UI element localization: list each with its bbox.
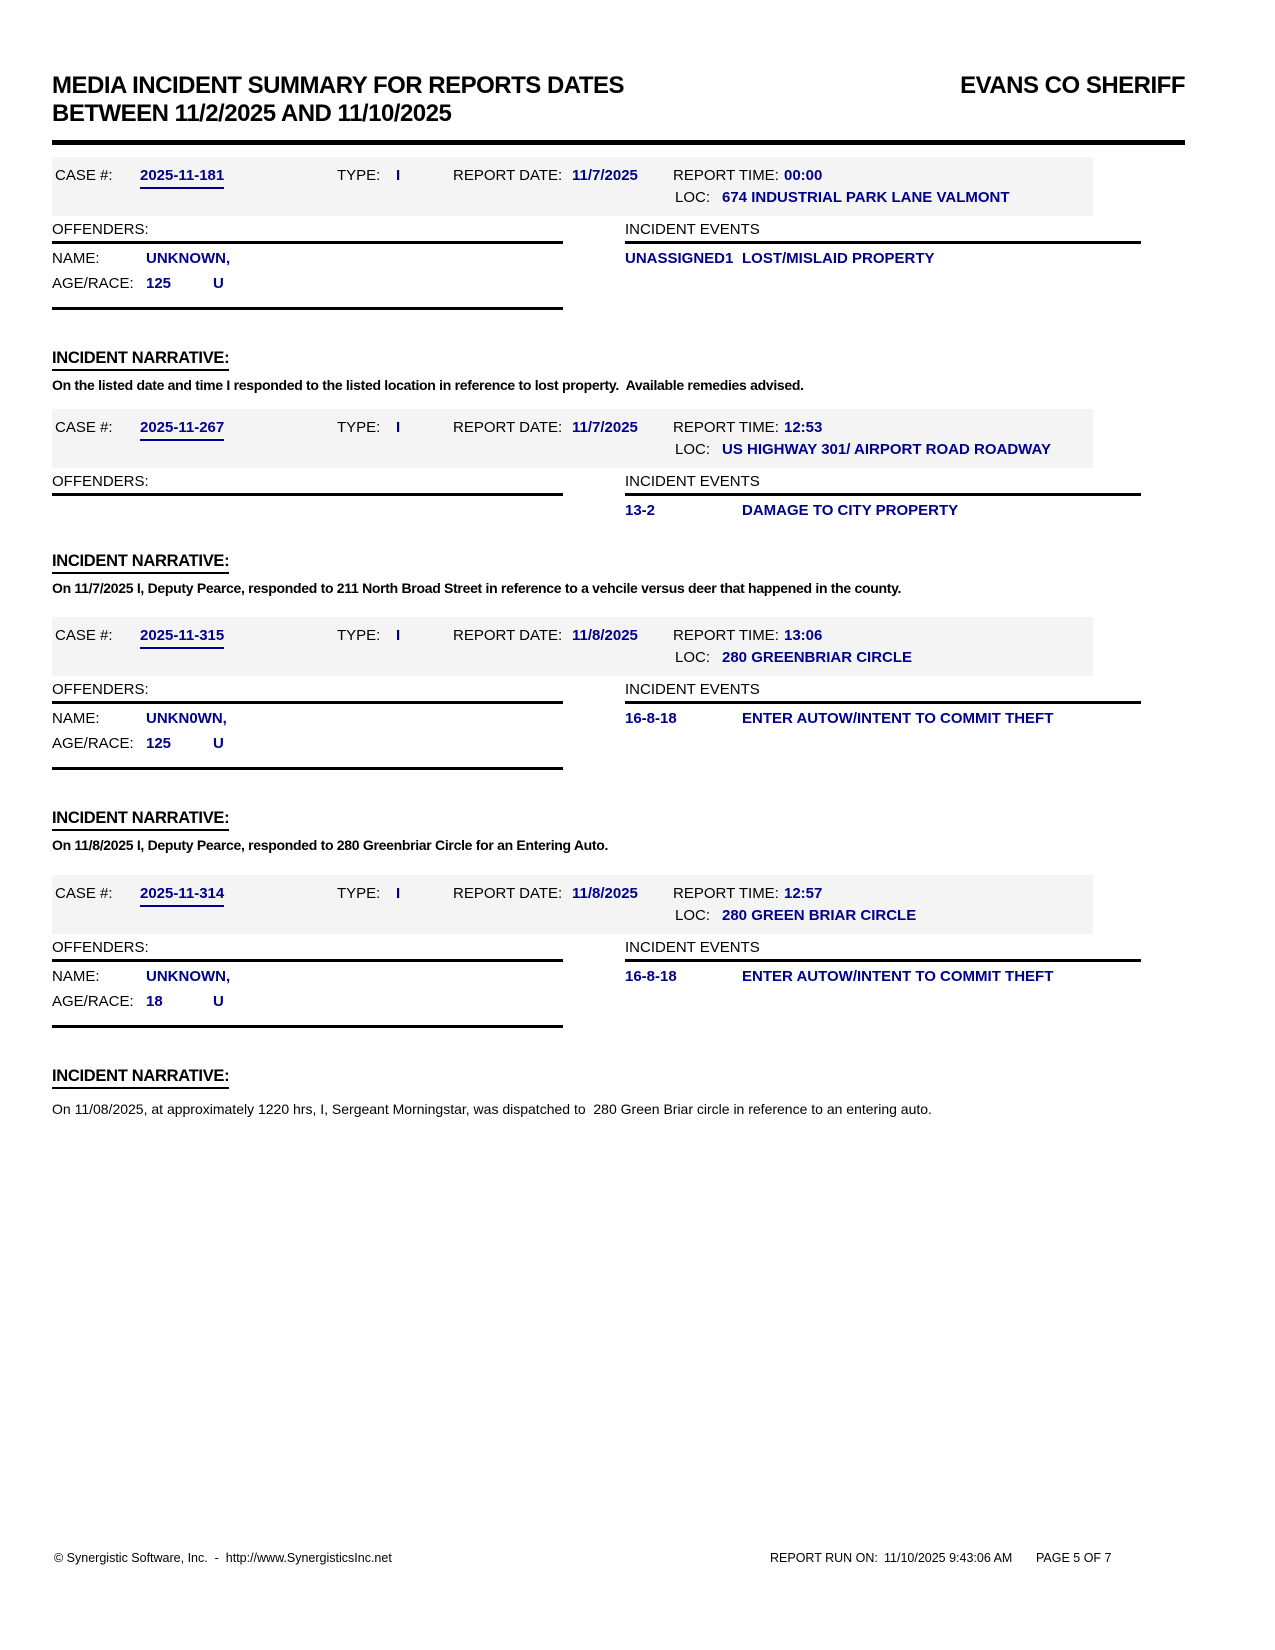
incident-block bbox=[52, 875, 1185, 1118]
incident-block bbox=[52, 409, 1185, 597]
report-title bbox=[52, 72, 624, 128]
case-label: CASE #: bbox=[55, 627, 113, 644]
offenders-events-columns bbox=[52, 221, 1185, 310]
incident-events-heading: INCIDENT EVENTS bbox=[625, 681, 1141, 704]
type-label: TYPE: bbox=[337, 167, 381, 184]
offenders-heading: OFFENDERS: bbox=[52, 221, 563, 244]
offender-age-value: 125 bbox=[146, 275, 172, 292]
page-number: PAGE 5 OF 7 bbox=[1036, 1551, 1112, 1565]
report-header bbox=[52, 72, 1185, 128]
offender-race-value: U bbox=[213, 735, 224, 752]
report-run-timestamp: 11/10/2025 9:43:06 AM bbox=[884, 1551, 1013, 1565]
location-value: 280 GREEN BRIAR CIRCLE bbox=[722, 907, 917, 924]
event-code: 13-2 bbox=[625, 502, 656, 519]
location-label: LOC: bbox=[675, 441, 711, 458]
case-header-row bbox=[52, 417, 1093, 439]
event-row bbox=[625, 968, 1185, 986]
report-time-value: 12:53 bbox=[784, 419, 823, 436]
offender-age-value: 125 bbox=[146, 735, 172, 752]
report-title-line2: BETWEEN 11/2/2025 AND 11/10/2025 bbox=[52, 100, 452, 127]
case-header-band bbox=[52, 409, 1093, 468]
narrative-text: On 11/08/2025, at approximately 1220 hrs, I, Sergeant Morningstar, was dispatched to 280 Green Briar circle in reference to an entering auto. bbox=[52, 1101, 932, 1117]
event-description: ENTER AUTOW/INTENT TO COMMIT THEFT bbox=[742, 710, 1054, 727]
report-time-value: 00:00 bbox=[784, 167, 823, 184]
offenders-events-columns bbox=[52, 473, 1185, 520]
report-title-line1: MEDIA INCIDENT SUMMARY FOR REPORTS DATES bbox=[52, 72, 625, 99]
offender-age-value: 18 bbox=[146, 993, 163, 1010]
case-header-band bbox=[52, 157, 1093, 216]
offender-name-value: UNKNOWN, bbox=[146, 250, 231, 267]
location-row bbox=[52, 647, 1093, 669]
location-label: LOC: bbox=[675, 907, 711, 924]
type-label: TYPE: bbox=[337, 885, 381, 902]
offenders-events-columns bbox=[52, 681, 1185, 770]
case-number-link[interactable]: 2025-11-181 bbox=[140, 165, 224, 189]
report-time-label: REPORT TIME: bbox=[673, 419, 779, 436]
report-time-value: 12:57 bbox=[784, 885, 823, 902]
type-value: I bbox=[396, 627, 401, 644]
event-row bbox=[625, 710, 1185, 728]
offenders-heading: OFFENDERS: bbox=[52, 681, 563, 704]
offender-age-race-row bbox=[52, 275, 563, 293]
event-code: UNASSIGNED1 bbox=[625, 250, 734, 267]
type-value: I bbox=[396, 885, 401, 902]
offender-name-row bbox=[52, 250, 563, 268]
report-date-value: 11/7/2025 bbox=[572, 419, 638, 436]
header-rule bbox=[52, 140, 1185, 145]
incident-events-heading: INCIDENT EVENTS bbox=[625, 473, 1141, 496]
type-label: TYPE: bbox=[337, 627, 381, 644]
name-label: NAME: bbox=[52, 250, 100, 267]
offenders-column bbox=[52, 473, 563, 520]
event-row bbox=[625, 250, 1185, 268]
case-header-row bbox=[52, 625, 1093, 647]
report-date-label: REPORT DATE: bbox=[453, 167, 563, 184]
offender-age-race-row bbox=[52, 735, 563, 753]
report-time-label: REPORT TIME: bbox=[673, 627, 779, 644]
age-race-label: AGE/RACE: bbox=[52, 993, 134, 1010]
narrative-section bbox=[52, 809, 1185, 854]
report-date-value: 11/8/2025 bbox=[572, 627, 638, 644]
event-row bbox=[625, 502, 1185, 520]
incident-block bbox=[52, 617, 1185, 854]
case-header-band bbox=[52, 875, 1093, 934]
narrative-section bbox=[52, 1067, 1185, 1118]
offender-name-value: UNKN0WN, bbox=[146, 710, 227, 727]
offenders-events-columns bbox=[52, 939, 1185, 1028]
event-description: LOST/MISLAID PROPERTY bbox=[742, 250, 935, 267]
location-label: LOC: bbox=[675, 189, 711, 206]
incident-events-heading: INCIDENT EVENTS bbox=[625, 939, 1141, 962]
name-label: NAME: bbox=[52, 710, 100, 727]
report-date-label: REPORT DATE: bbox=[453, 627, 563, 644]
footer-copyright: © Synergistic Software, Inc. - http://www.SynergisticsInc.net bbox=[54, 1551, 392, 1565]
narrative-text: On 11/8/2025 I, Deputy Pearce, responded to 280 Greenbriar Circle for an Entering Auto. bbox=[52, 837, 609, 853]
incident-events-column bbox=[625, 939, 1185, 1028]
event-description: DAMAGE TO CITY PROPERTY bbox=[742, 502, 959, 519]
case-label: CASE #: bbox=[55, 167, 113, 184]
location-value: 280 GREENBRIAR CIRCLE bbox=[722, 649, 913, 666]
location-row bbox=[52, 439, 1093, 461]
report-page bbox=[52, 72, 1185, 1118]
report-run-label: REPORT RUN ON: bbox=[770, 1551, 878, 1565]
offenders-column bbox=[52, 939, 563, 1028]
event-description: ENTER AUTOW/INTENT TO COMMIT THEFT bbox=[742, 968, 1054, 985]
case-number-link[interactable]: 2025-11-267 bbox=[140, 417, 224, 441]
page-footer bbox=[52, 1551, 1185, 1569]
narrative-heading: INCIDENT NARRATIVE: bbox=[52, 349, 229, 371]
age-race-label: AGE/RACE: bbox=[52, 735, 134, 752]
incident-events-column bbox=[625, 221, 1185, 310]
narrative-heading: INCIDENT NARRATIVE: bbox=[52, 809, 229, 831]
report-date-label: REPORT DATE: bbox=[453, 885, 563, 902]
location-row bbox=[52, 187, 1093, 209]
narrative-text: On 11/7/2025 I, Deputy Pearce, responded to 211 North Broad Street in reference to a vehcile versus deer that happened in the county. bbox=[52, 580, 902, 596]
incident-events-column bbox=[625, 473, 1185, 520]
report-date-value: 11/7/2025 bbox=[572, 167, 638, 184]
offenders-column bbox=[52, 221, 563, 310]
report-time-value: 13:06 bbox=[784, 627, 823, 644]
narrative-section bbox=[52, 552, 1185, 597]
type-label: TYPE: bbox=[337, 419, 381, 436]
offenders-heading: OFFENDERS: bbox=[52, 939, 563, 962]
narrative-heading: INCIDENT NARRATIVE: bbox=[52, 552, 229, 574]
incident-events-column bbox=[625, 681, 1185, 770]
offenders-bottom-rule bbox=[52, 1025, 563, 1028]
offenders-heading: OFFENDERS: bbox=[52, 473, 563, 496]
offender-age-race-row bbox=[52, 993, 563, 1011]
age-race-label: AGE/RACE: bbox=[52, 275, 134, 292]
case-label: CASE #: bbox=[55, 419, 113, 436]
offenders-column bbox=[52, 681, 563, 770]
event-code: 16-8-18 bbox=[625, 710, 677, 727]
case-header-row bbox=[52, 165, 1093, 187]
offenders-bottom-rule bbox=[52, 767, 563, 770]
narrative-section bbox=[52, 349, 1185, 394]
case-number-link[interactable]: 2025-11-314 bbox=[140, 883, 224, 907]
report-time-label: REPORT TIME: bbox=[673, 885, 779, 902]
event-code: 16-8-18 bbox=[625, 968, 677, 985]
offender-name-row bbox=[52, 710, 563, 728]
location-value: US HIGHWAY 301/ AIRPORT ROAD ROADWAY bbox=[722, 441, 1051, 458]
case-number-link[interactable]: 2025-11-315 bbox=[140, 625, 224, 649]
location-label: LOC: bbox=[675, 649, 711, 666]
offenders-bottom-rule bbox=[52, 307, 563, 310]
narrative-text: On the listed date and time I responded to the listed location in reference to lost property. Available remedies advised. bbox=[52, 377, 804, 393]
case-label: CASE #: bbox=[55, 885, 113, 902]
agency-name: EVANS CO SHERIFF bbox=[960, 72, 1185, 99]
location-row bbox=[52, 905, 1093, 927]
report-date-value: 11/8/2025 bbox=[572, 885, 638, 902]
offender-race-value: U bbox=[213, 993, 224, 1010]
type-value: I bbox=[396, 419, 401, 436]
type-value: I bbox=[396, 167, 401, 184]
offender-name-row bbox=[52, 968, 563, 986]
incident-block bbox=[52, 157, 1185, 394]
name-label: NAME: bbox=[52, 968, 100, 985]
report-date-label: REPORT DATE: bbox=[453, 419, 563, 436]
incident-events-heading: INCIDENT EVENTS bbox=[625, 221, 1141, 244]
offender-name-value: UNKNOWN, bbox=[146, 968, 231, 985]
narrative-heading: INCIDENT NARRATIVE: bbox=[52, 1067, 229, 1089]
report-time-label: REPORT TIME: bbox=[673, 167, 779, 184]
case-header-band bbox=[52, 617, 1093, 676]
location-value: 674 INDUSTRIAL PARK LANE VALMONT bbox=[722, 189, 1010, 206]
case-header-row bbox=[52, 883, 1093, 905]
offender-race-value: U bbox=[213, 275, 224, 292]
